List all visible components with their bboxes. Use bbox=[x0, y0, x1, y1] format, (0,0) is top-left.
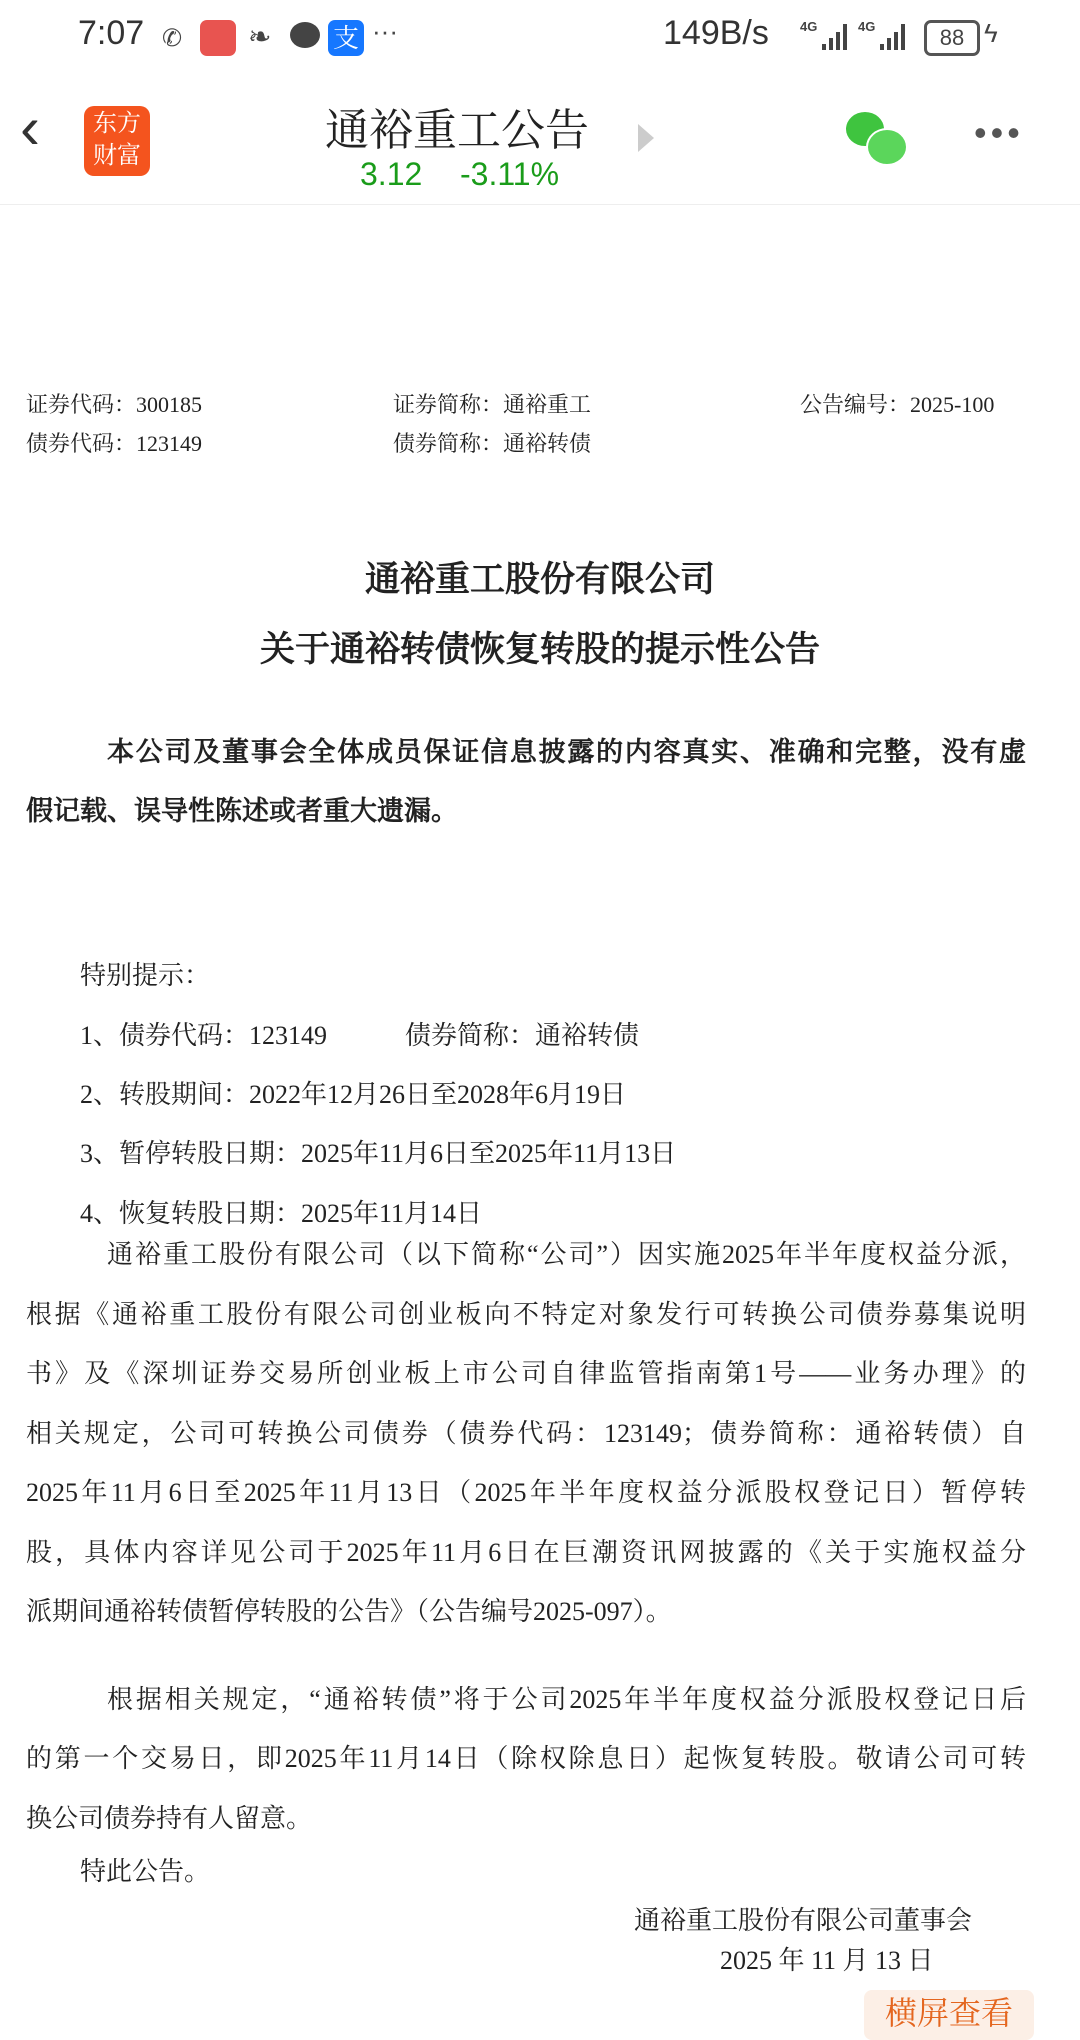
more-options-button[interactable]: ••• bbox=[974, 112, 1024, 153]
tip-item: 1、债券代码：123149 债券简称：通裕转债 bbox=[80, 1021, 640, 1050]
charging-icon: ϟ bbox=[984, 18, 998, 48]
eastmoney-logo bbox=[84, 106, 150, 176]
logo-text: 财富 bbox=[93, 142, 141, 169]
para1-line: 2025年11月6日至2025年11月13日（2025年半年度权益分派股权登记日）暂停转 bbox=[26, 1478, 1026, 1507]
doc-title-subject: 关于通裕转债恢复转股的提示性公告 bbox=[259, 630, 820, 669]
logo-text: 东方 bbox=[93, 110, 141, 137]
para2-line: 根据相关规定，“通裕转债”将于公司2025年半年度权益分派股权登记日后 bbox=[107, 1685, 1026, 1714]
tip-item: 2、转股期间：2022年12月26日至2028年6月19日 bbox=[80, 1080, 627, 1109]
signal-label: 4G bbox=[858, 19, 876, 34]
signature-date: 2025 年 11 月 13 日 bbox=[720, 1946, 934, 1975]
notice-number: 公告编号：2025-100 bbox=[800, 392, 995, 417]
battery-icon: 88 bbox=[924, 20, 980, 56]
para1-line: 相关规定，公司可转换公司债券（债券代码：123149；债券简称：通裕转债）自 bbox=[26, 1419, 1026, 1448]
tip-item: 4、恢复转股日期：2025年11月14日 bbox=[80, 1199, 483, 1228]
para1-line: 书》及《深圳证券交易所创业板上市公司自律监管指南第1号——业务办理》的 bbox=[26, 1359, 1026, 1388]
huawei-appgallery-icon bbox=[200, 20, 236, 56]
stock-price: 3.12 bbox=[360, 156, 423, 192]
para2-line: 换公司债券持有人留意。 bbox=[26, 1804, 313, 1833]
doc-title-company: 通裕重工股份有限公司 bbox=[364, 560, 715, 599]
stock-change: -3.11% bbox=[460, 156, 560, 192]
message-icon bbox=[290, 22, 320, 48]
chevron-right-icon[interactable] bbox=[638, 124, 654, 152]
statement-line: 假记载、误导性陈述或者重大遗漏。 bbox=[26, 796, 458, 826]
signal-icon-1 bbox=[800, 20, 847, 50]
para1-line: 股，具体内容详见公司于2025年11月6日在巨潮资讯网披露的《关于实施权益分 bbox=[26, 1538, 1026, 1567]
statement-line: 本公司及董事会全体成员保证信息披露的内容真实、准确和完整，没有虚 bbox=[107, 737, 1026, 767]
page-title: 通裕重工公告 bbox=[325, 106, 589, 155]
network-speed: 149B/s bbox=[663, 14, 769, 52]
para1-line: 根据《通裕重工股份有限公司创业板向不特定对象发行可转换公司债券募集说明 bbox=[26, 1300, 1026, 1329]
header-divider bbox=[0, 204, 1080, 205]
landscape-view-button[interactable]: 横屏查看 bbox=[864, 1990, 1034, 2040]
signal-label: 4G bbox=[800, 19, 818, 34]
signature: 通裕重工股份有限公司董事会 bbox=[634, 1906, 973, 1935]
closing: 特此公告。 bbox=[80, 1857, 211, 1886]
wechat-share-icon[interactable] bbox=[846, 112, 908, 164]
bond-name: 债券简称：通裕转债 bbox=[393, 431, 592, 456]
tips-heading: 特别提示： bbox=[80, 961, 211, 990]
stock-name: 证券简称：通裕重工 bbox=[393, 392, 592, 417]
feather-app-icon: ❧ bbox=[248, 21, 272, 52]
missed-call-icon: ✆ bbox=[162, 25, 183, 52]
signal-icon-2 bbox=[858, 20, 905, 50]
para2-line: 的第一个交易日，即2025年11月14日（除权除息日）起恢复转股。敬请公司可转 bbox=[26, 1744, 1026, 1773]
stock-code: 证券代码：300185 bbox=[26, 392, 203, 417]
back-button[interactable]: ‹ bbox=[20, 94, 40, 161]
bond-code: 债券代码：123149 bbox=[26, 431, 203, 456]
more-notifications-icon: ··· bbox=[372, 16, 398, 46]
alipay-icon: 支 bbox=[328, 20, 364, 56]
para1-line: 派期间通裕转债暂停转股的公告》（公告编号2025-097）。 bbox=[26, 1597, 672, 1626]
tip-item: 3、暂停转股日期：2025年11月6日至2025年11月13日 bbox=[80, 1139, 677, 1168]
para1-line: 通裕重工股份有限公司（以下简称“公司”）因实施2025年半年度权益分派， bbox=[107, 1240, 1026, 1269]
status-time: 7:07 bbox=[78, 14, 145, 52]
